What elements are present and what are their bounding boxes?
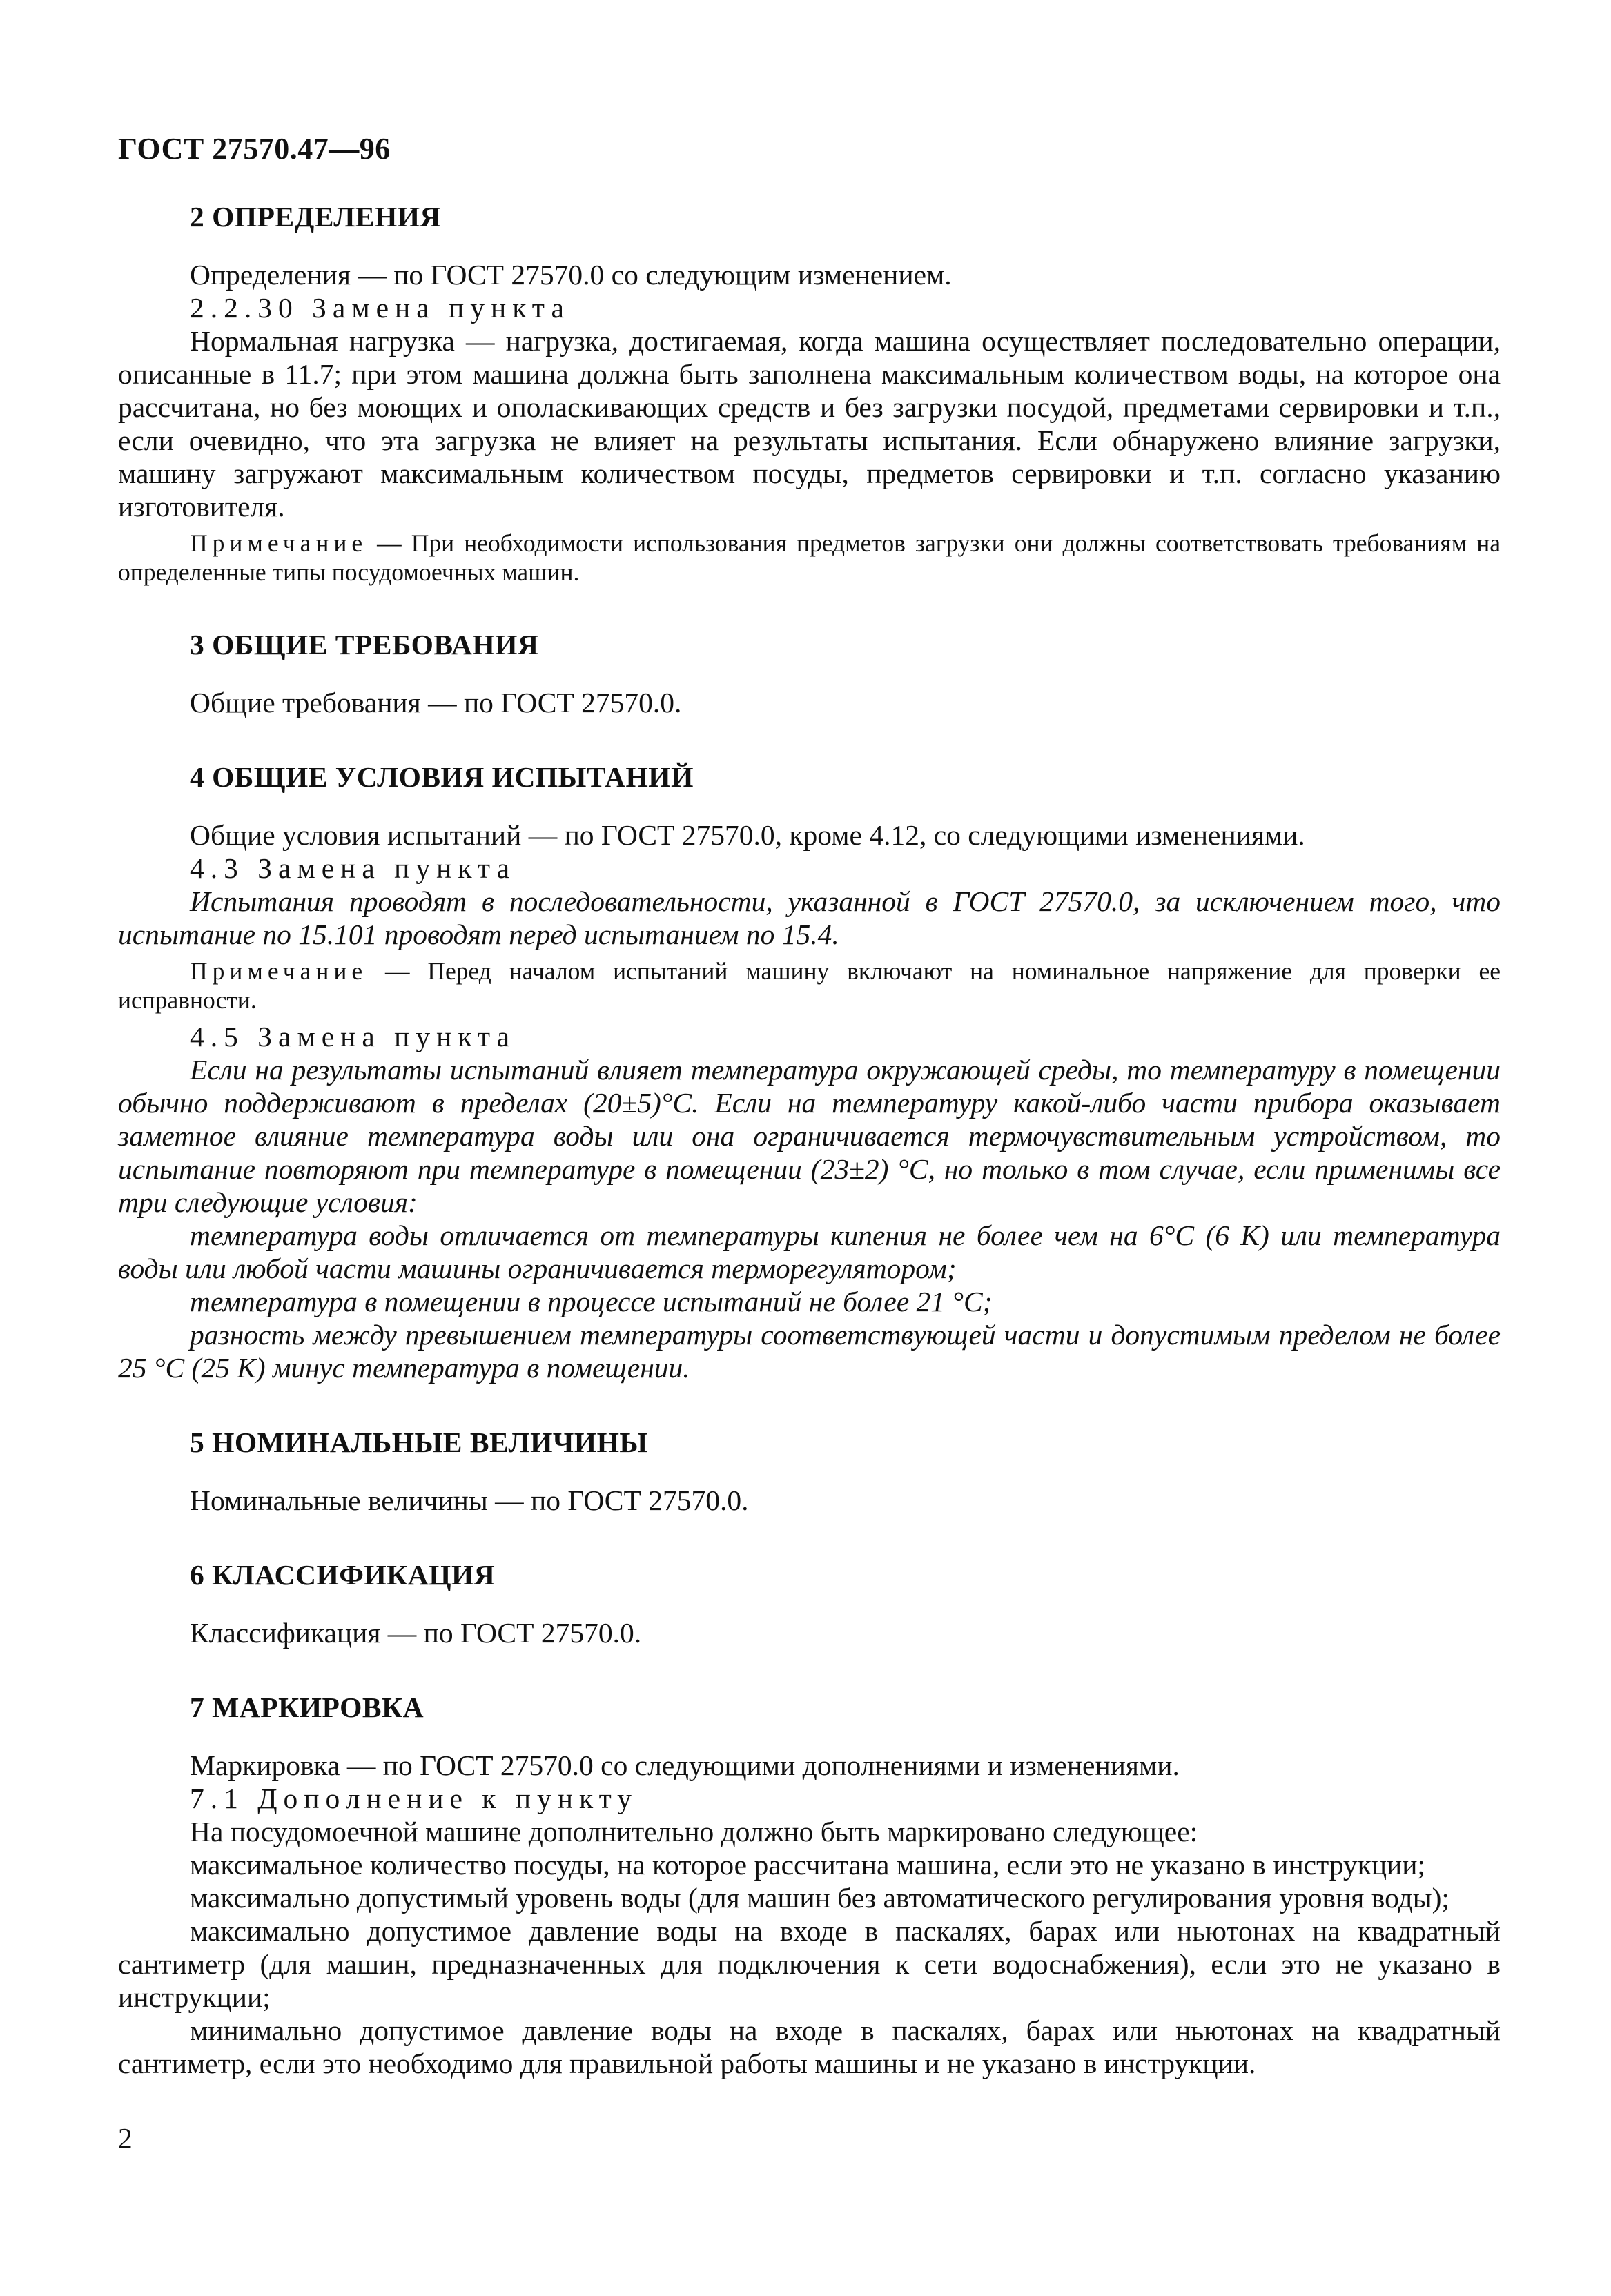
section-title: 6 КЛАССИФИКАЦИЯ <box>190 1559 496 1591</box>
condition-item: температура воды отличается от температуры кипения не более чем на 6°С (6 К) или температура воды или любой части машины ограничивается терморегулятором; <box>118 1219 1501 1284</box>
note-label: Примечание <box>190 529 368 557</box>
section-test-conditions <box>118 761 1501 1384</box>
note-text: — При необходимости использования предметов загрузки они должны соответствовать требованиям на определенные типы посудомоечных машин. <box>118 529 1501 586</box>
clause-heading: 4.5 Замена пункта <box>190 1021 516 1052</box>
section-title: 4 ОБЩИЕ УСЛОВИЯ ИСПЫТАНИЙ <box>190 761 694 793</box>
section-definitions <box>118 200 1501 587</box>
section-text: Номинальные величины — по ГОСТ 27570.0. <box>190 1484 749 1516</box>
clause-heading: 7.1 Дополнение к пункту <box>190 1783 638 1814</box>
section-text: Классификация — по ГОСТ 27570.0. <box>190 1617 642 1649</box>
note-label: Примечание <box>190 957 368 985</box>
section-general-requirements <box>118 628 1501 719</box>
section-marking <box>118 1691 1501 2080</box>
clause-lead: На посудомоечной машине дополнительно должно быть маркировано следующее: <box>190 1816 1198 1847</box>
note <box>118 956 1501 1014</box>
clause-body: Нормальная нагрузка — нагрузка, достигаемая, когда машина осуществляет последовательно операции, описанные в 11.7; при этом машина должна быть заполнена максимальным количеством воды, на которое она рассчитана, но без моющих и ополаскивающих средств и без загрузки посудой, предметами сервировки и т.п., если очевидно, что эта загрузка не влияет на результаты испытания. Если обнаружено влияние загрузки, машину загружают максимальным количеством посуды, предметов сервировки и т.п. согласно указанию изготовителя. <box>118 325 1501 522</box>
section-intro: Общие условия испытаний — по ГОСТ 27570.0, кроме 4.12, со следующими изменениями. <box>190 819 1305 851</box>
clause-body: Если на результаты испытаний влияет температура окружающей среды, то температуру в помещении обычно поддерживают в пределах (20±5)°С. Если на температуру какой-либо части прибора оказывает заметное влияние температура воды или она ограничивается термочувствительным устройством, то испытание повторяют при температуре в помещении (23±2) °С, но только в том случае, если применимы все три следующие условия: <box>118 1054 1501 1218</box>
section-intro: Маркировка — по ГОСТ 27570.0 со следующими дополнениями и изменениями. <box>190 1749 1180 1781</box>
section-intro: Определения — по ГОСТ 27570.0 со следующим изменением. <box>190 259 952 291</box>
list-item: минимально допустимое давление воды на входе в паскалях, барах или ньютонах на квадратный сантиметр, если это необходимо для правильной работы машины и не указано в инструкции. <box>118 2014 1501 2079</box>
clause-heading: 2.2.30 Замена пункта <box>190 292 570 324</box>
section-text: Общие требования — по ГОСТ 27570.0. <box>190 687 682 718</box>
section-title: 2 ОПРЕДЕЛЕНИЯ <box>190 201 442 233</box>
list-item: максимальное количество посуды, на которое рассчитана машина, если это не указано в инструкции; <box>190 1849 1425 1881</box>
section-title: 3 ОБЩИЕ ТРЕБОВАНИЯ <box>190 629 539 660</box>
document-header: ГОСТ 27570.47—96 <box>118 132 391 166</box>
list-item: максимально допустимое давление воды на входе в паскалях, барах или ньютонах на квадратный сантиметр (для машин, предназначенных для подключения к сети водоснабжения), если это не указано в инструкции; <box>118 1915 1501 2013</box>
note-text: — Перед началом испытаний машину включают на номинальное напряжение для проверки ее исправности. <box>118 957 1501 1014</box>
clause-heading: 4.3 Замена пункта <box>190 852 516 884</box>
section-ratings <box>118 1426 1501 1517</box>
section-title: 7 МАРКИРОВКА <box>190 1691 424 1723</box>
page-number: 2 <box>118 2122 133 2154</box>
section-classification <box>118 1558 1501 1649</box>
condition-item: разность между превышением температуры соответствующей части и допустимым пределом не более 25 °С (25 К) минус температура в помещении. <box>118 1319 1501 1384</box>
list-item: максимально допустимый уровень воды (для машин без автоматического регулирования уровня воды); <box>190 1882 1449 1914</box>
section-title: 5 НОМИНАЛЬНЫЕ ВЕЛИЧИНЫ <box>190 1426 648 1458</box>
note <box>118 529 1501 587</box>
clause-body: Испытания проводят в последовательности, указанной в ГОСТ 27570.0, за исключением того, что испытание по 15.101 проводят перед испытанием по 15.4. <box>118 885 1501 950</box>
condition-item: температура в помещении в процессе испытаний не более 21 °С; <box>190 1286 993 1317</box>
document-body <box>118 200 1501 2080</box>
